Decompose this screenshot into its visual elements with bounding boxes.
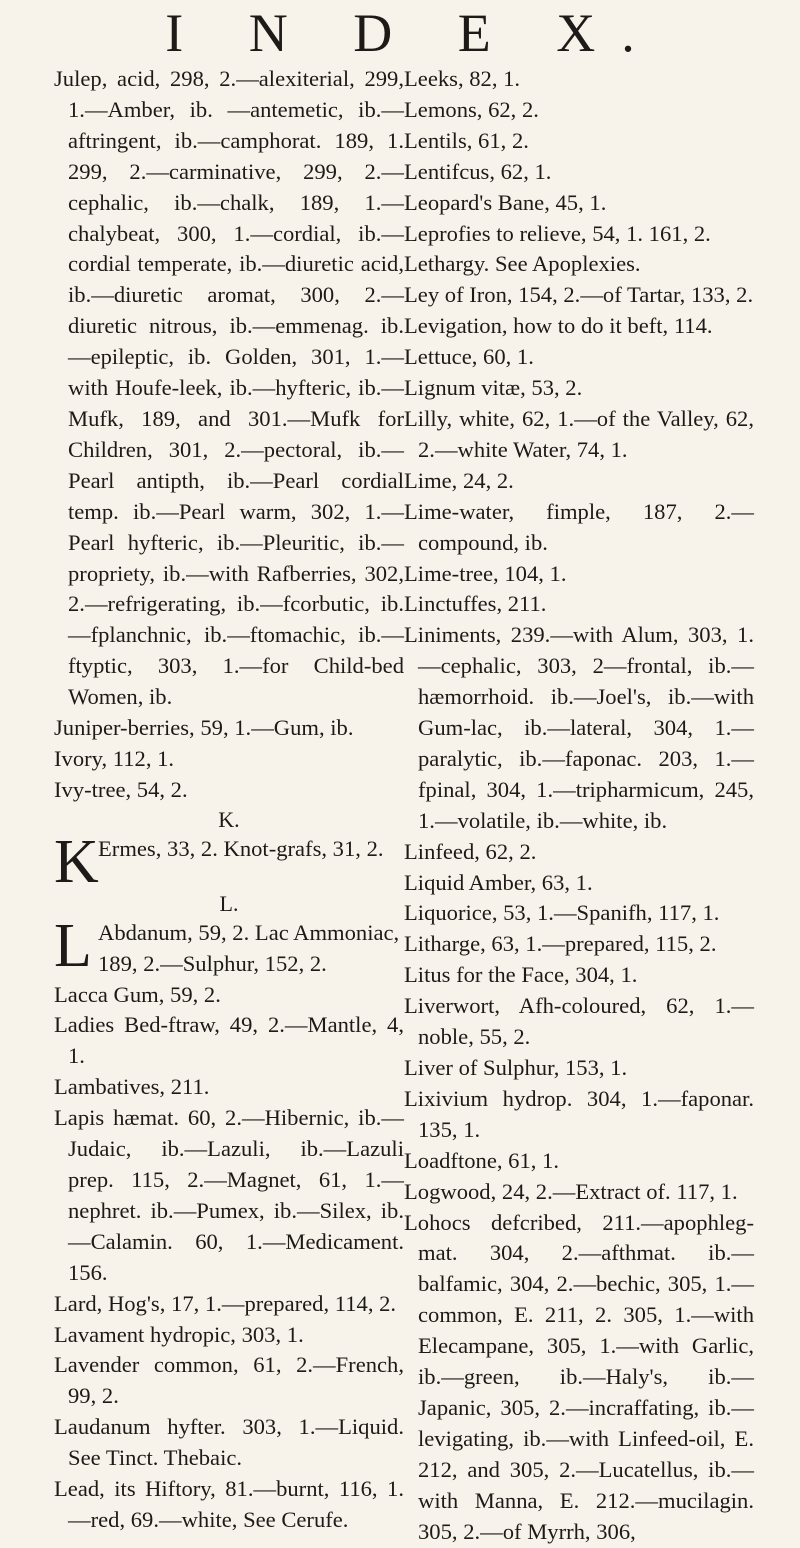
index-entry: Liquorice, 53, 1.—Spanifh, 117, 1. — [404, 900, 720, 926]
index-entry: Juniper-berries, 59, 1.—Gum, ib. — [54, 715, 354, 741]
index-entry: Litharge, 63, 1.—prepared, 115, 2. — [404, 931, 717, 957]
index-entry: Liver of Sulphur, 153, 1. — [404, 1055, 628, 1080]
index-entry: Lavender common, 61, 2.—French, 99, 2. — [54, 1352, 404, 1409]
index-entry-text: Ermes, 33, 2. Knot-grafs, 31, 2. — [98, 835, 384, 861]
index-entry: Lettuce, 60, 1. — [404, 344, 534, 370]
index-entry: Laudanum hyfter. 303, 1.—Liquid. See Tinct. Thebaic. — [54, 1414, 404, 1471]
index-entry: Lixivium hydrop. 304, 1.—faponar. 135, 1. — [404, 1085, 754, 1142]
index-entry: Logwood, 24, 2.—Extract of. 117, 1. — [404, 1178, 738, 1204]
index-entry: Lead, its Hiftory, 81.—burnt, 116, 1.—red, 69.—white, See Cerufe. — [54, 1476, 404, 1532]
index-entry: Lohocs defcribed, 211.—apophleg-mat. 304, 2.—afthmat. ib.—balfamic, 304, 2.—bechic, 305, 1.—common, E. 211, 2. 305, 1.—with Elecampane, 305, 1.—with Garlic, ib.—green, ib.—Haly's, ib.—Japanic, 305, 2.—incraffating, ib.—levigating, ib.—with Linfeed-oil, E. 212, and 305, 2.—Lucatellus, ib.—with Manna, E. 212.—mucilagin. 305, 2.—of Myrrh, 306, — [404, 1209, 754, 1544]
index-entry: Leeks, 82, 1. — [404, 66, 521, 91]
section-letter: L. — [219, 890, 239, 916]
index-entry: Lignum vitæ, 53, 2. — [404, 375, 583, 401]
index-entry: Julep, acid, 298, 2.—alexiterial, 299, 1.—Amber, ib. —antemetic, ib.—aftringent, ib.—camphorat. 189, 1. 299, 2.—carminative, 299, 2.—cephalic, ib.—chalk, 189, 1.—chalybeat, 300, 1.—cordial, ib.—cordial temperate, ib.—diuretic acid, ib.—diuretic aromat, 300, 2.—diuretic nitrous, ib.—emmenag. ib.—epileptic, ib. Golden, 301, 1.—with Houfe-leek, ib.—hyfteric, ib.—Mufk, 189, and 301.—Mufk for Children, 301, 2.—pectoral, ib.—Pearl antipth, ib.—Pearl cordial temp. ib.—Pearl warm, 302, 1.—Pearl hyfteric, ib.—Pleuritic, ib.—propriety, ib.—with Rafberries, 302, 2.—refrigerating, ib.—fcorbutic, ib.—fplanchnic, ib.—ftomachic, ib.—ftyptic, 303, 1.—for Child-bed Women, ib. — [54, 66, 404, 710]
drop-cap-entry — [54, 827, 404, 896]
index-entry: Lime-tree, 104, 1. — [404, 560, 567, 586]
index-entry: Lapis hæmat. 60, 2.—Hibernic, ib.—Judaic, ib.—Lazuli, ib.—Lazuli prep. 115, 2.—Magnet, 61, 1.—nephret. ib.—Pumex, ib.—Silex, ib.—Calamin. 60, 1.—Medicament. 156. — [54, 1105, 404, 1285]
index-entry: Linctuffes, 211. — [404, 591, 547, 617]
index-entry: Liniments, 239.—with Alum, 303, 1.—cephalic, 303, 2—frontal, ib.—hæmorrhoid. ib.—Joel's, ib.—with Gum-lac, ib.—lateral, 304, 1.—paralytic, ib.—faponac. 203, 1.—fpinal, 304, 1.—tripharmicum, 245, 1.—volatile, ib.—white, ib. — [404, 622, 754, 833]
index-entry: Linfeed, 62, 2. — [404, 838, 537, 864]
index-entry: Lentils, 61, 2. — [404, 127, 529, 153]
index-entry: Leprofies to relieve, 54, 1. 161, 2. — [404, 220, 711, 246]
index-entry: Lilly, white, 62, 1.—of the Valley, 62, 2.—white Water, 74, 1. — [404, 405, 754, 462]
section-letter: K. — [218, 806, 240, 832]
index-entry: Lavament hydropic, 303, 1. — [54, 1321, 304, 1347]
page-header: I N D E X. — [165, 3, 661, 63]
index-entry-text: Abdanum, 59, 2. Lac Ammoniac, 189, 2.—Sulphur, 152, 2. — [98, 919, 400, 976]
right-column — [404, 64, 754, 1548]
index-columns — [28, 64, 772, 1548]
index-entry: Lemons, 62, 2. — [404, 96, 539, 122]
drop-cap-entry — [54, 911, 404, 980]
index-entry: Lambatives, 211. — [54, 1074, 210, 1100]
index-entry: Litus for the Face, 304, 1. — [404, 962, 638, 988]
index-entry: Lime-water, fimple, 187, 2.—compound, ib. — [404, 498, 754, 555]
index-entry: Liquid Amber, 63, 1. — [404, 869, 593, 895]
index-entry: Lethargy. See Apoplexies. — [404, 251, 641, 277]
left-column — [54, 64, 404, 1548]
index-entry: Liverwort, Afh-coloured, 62, 1.—noble, 55, 2. — [404, 993, 754, 1050]
index-entry: Lentifcus, 62, 1. — [404, 158, 552, 184]
index-entry: Loadftone, 61, 1. — [404, 1147, 559, 1173]
index-entry: Ivory, 112, 1. — [54, 745, 175, 771]
index-entry: Ladies Bed-ftraw, 49, 2.—Mantle, 4, 1. — [54, 1012, 404, 1069]
index-entry: Ley of Iron, 154, 2.—of Tartar, 133, 2. — [404, 282, 754, 308]
drop-cap-letter: K — [54, 827, 99, 896]
index-entry: Ivy-tree, 54, 2. — [54, 776, 188, 802]
index-entry: Lime, 24, 2. — [404, 467, 514, 493]
index-entry: Lacca Gum, 59, 2. — [54, 981, 221, 1007]
index-entry: Levigation, how to do it beft, 114. — [404, 313, 713, 339]
index-entry: Leopard's Bane, 45, 1. — [404, 189, 607, 215]
index-entry: Lard, Hog's, 17, 1.—prepared, 114, 2. — [54, 1290, 397, 1316]
drop-cap-letter: L — [54, 911, 92, 980]
